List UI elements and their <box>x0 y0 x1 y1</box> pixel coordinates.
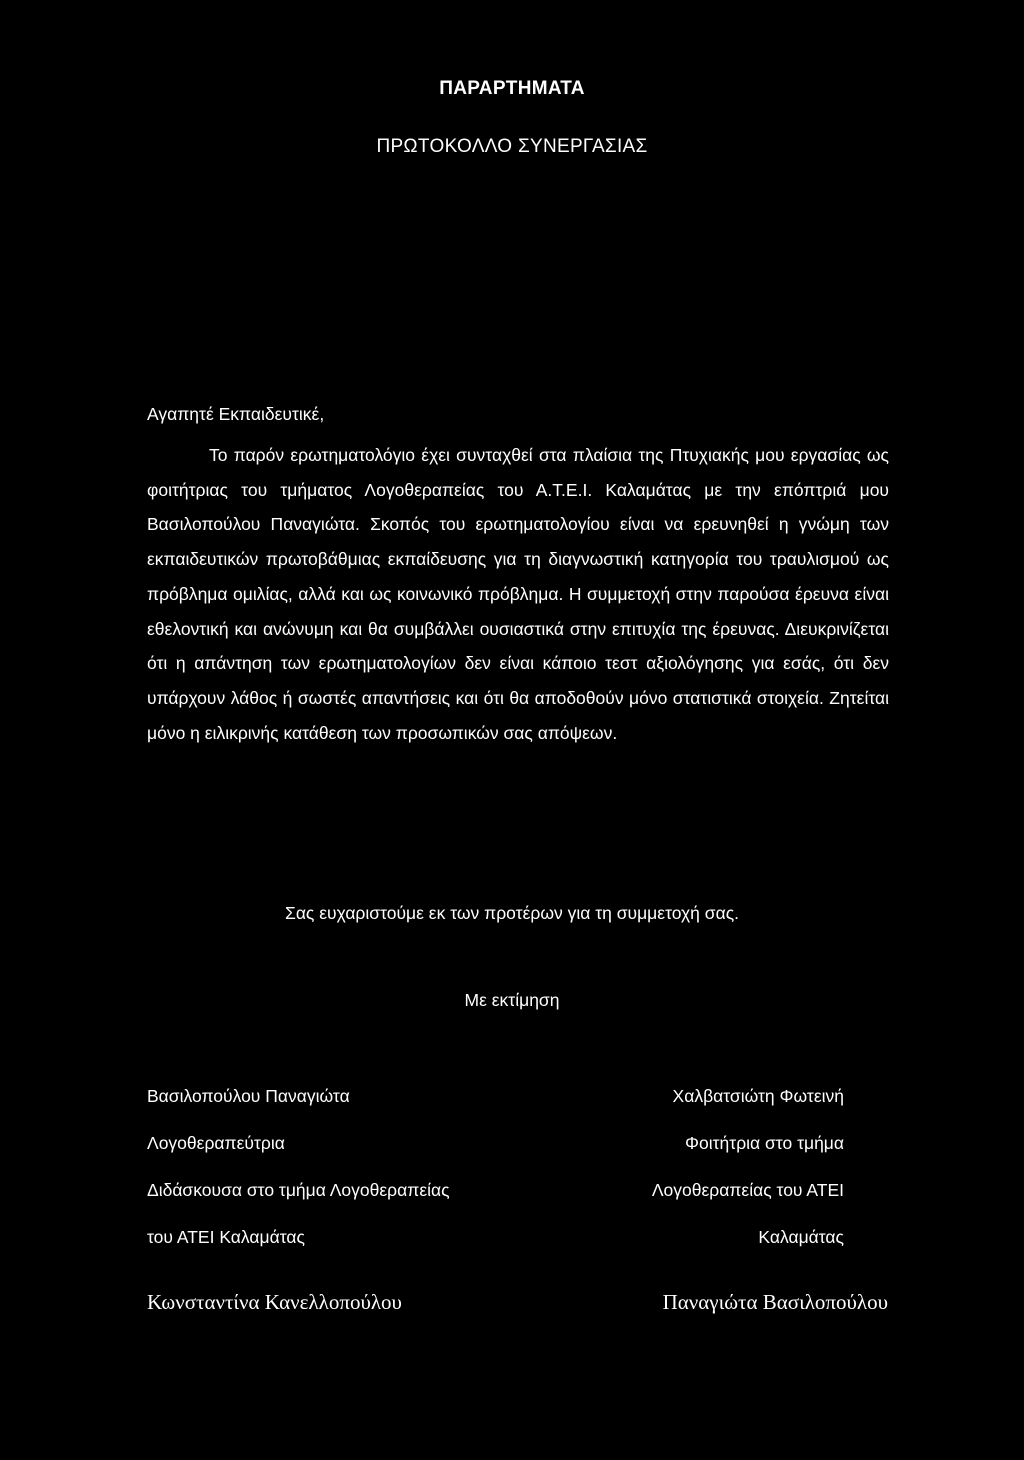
signature-name-right: Παναγιώτα Βασιλοπούλου <box>662 1290 888 1314</box>
signature-block-right <box>652 1073 844 1261</box>
page-subtitle: ΠΡΩΤΟΚΟΛΛΟ ΣΥΝΕΡΓΑΣΙΑΣ <box>376 136 648 157</box>
page-title: ΠΑΡΑΡΤΗΜΑΤΑ <box>439 78 585 99</box>
greeting: Αγαπητέ Εκπαιδευτικέ, <box>147 404 325 424</box>
signature-right-line: Λογοθεραπείας του ΑΤΕΙ <box>651 1180 844 1200</box>
signature-name-left: Κωνσταντίνα Κανελλοπούλου <box>147 1290 402 1314</box>
body-paragraph <box>147 438 889 750</box>
signature-left-line: Λογοθεραπεύτρια <box>147 1133 285 1153</box>
signature-left-line: Διδάσκουσα στο τμήμα Λογοθεραπείας <box>147 1180 450 1200</box>
signature-left-line: του ΑΤΕΙ Καλαμάτας <box>147 1227 305 1247</box>
closing-line: Με εκτίμηση <box>464 990 560 1010</box>
signature-block-left <box>147 1073 450 1261</box>
signature-right-line: Φοιτήτρια στο τμήμα <box>685 1133 844 1153</box>
signature-right-line: Καλαμάτας <box>758 1227 844 1247</box>
signature-left-line: Βασιλοπούλου Παναγιώτα <box>147 1086 350 1106</box>
body-text: Το παρόν ερωτηματολόγιο έχει συνταχθεί στα πλαίσια της Πτυχιακής μου εργασίας ως φοιτήτριας του τμήματος Λογοθεραπείας του Α.Τ.Ε.Ι. Καλαμάτας με την επόπτριά μου Βασιλοπούλου Παναγιώτα. Σκοπός του ερωτηματολογίου είναι να ερευνηθεί η γνώμη των εκπαιδευτικών πρωτοβάθμιας εκπαίδευσης για τη διαγνωστική κατηγορία του τραυλισμού ως πρόβλημα ομιλίας, αλλά και ως κοινωνικό πρόβλημα. Η συμμετοχή στην παρούσα έρευνα είναι εθελοντική και ανώνυμη και θα συμβάλλει ουσιαστικά στην επιτυχία της έρευνας. Διευκρινίζεται ότι η απάντηση των ερωτηματολογίων δεν είναι κάποιο τεστ αξιολόγησης για εσάς, ότι δεν υπάρχουν λάθος ή σωστές απαντήσεις και ότι θα αποδοθούν μόνο στατιστικά στοιχεία. Ζητείται μόνο η ειλικρινής κατάθεση των προσωπικών σας απόψεων. <box>147 445 889 743</box>
signature-right-line: Χαλβατσιώτη Φωτεινή <box>672 1086 844 1106</box>
thanks-line: Σας ευχαριστούμε εκ των προτέρων για τη συμμετοχή σας. <box>285 903 739 923</box>
